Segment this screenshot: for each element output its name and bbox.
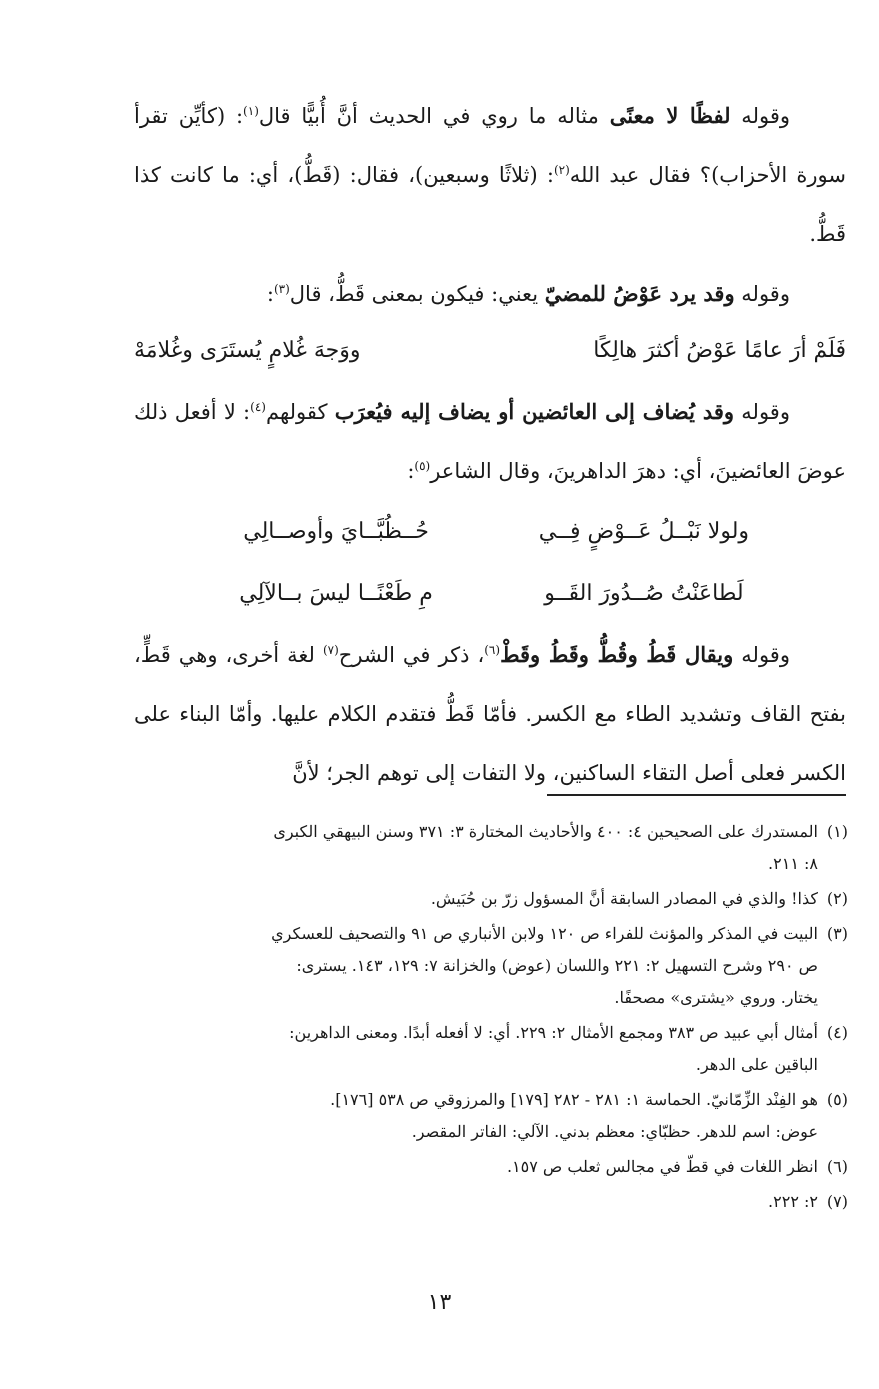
bold-lemma: وقد يرد عَوْضُ للمضيّ <box>544 281 735 306</box>
footnote-number: (٢) <box>826 889 848 908</box>
text-run: : <box>266 282 274 306</box>
text-run: وقوله <box>733 643 790 667</box>
footnote-line: البيت في المذكر والمؤنث للفراء ص ١٢٠ ولابن الأنباري ص ٩١ والتصحيف للعسكري <box>271 924 818 943</box>
footnote-line: كذا! والذي في المصادر السابقة أنَّ المسؤول زرّ بن حُبَيش. <box>430 889 818 908</box>
footnote-line: يختار. وروي «يشترى» مصحفًا. <box>614 988 818 1007</box>
text-run: ، ذكر في الشرح <box>338 643 485 667</box>
text-run: : (ثلاثًا وسبعين)، فقال: (قَطُّ)، أي: ما كانت كذا قَطُّ. <box>134 163 846 246</box>
footnote-ref: (٧) <box>322 643 339 657</box>
verse-hemistich-first: فَلَمْ أرَ عامًا عَوْضُ أكثرَ هالِكًا <box>593 338 846 363</box>
footnote-number: (٣) <box>826 924 848 943</box>
footnote-ref: (٦) <box>484 643 501 657</box>
text-run: وقوله <box>730 104 790 128</box>
bold-lemma: ويقال قَطُ وقُطُّ وقَطُ وقَطْ <box>500 642 734 667</box>
text-run: : <box>407 459 415 483</box>
footnote-2 <box>136 883 848 915</box>
footnote-line: انظر اللغات في قطّ في مجالس ثعلب ص ١٥٧. <box>506 1157 818 1176</box>
footnote-line: ص ٢٩٠ وشرح التسهيل ٢: ٢٢١ واللسان (عوض) والخزانة ٧: ١٢٩، ١٤٣. يسترى: <box>296 956 818 975</box>
verse-hemistich-first: لَطاعَنْتُ صُــدُورَ القَــو <box>544 581 744 606</box>
footnote-6 <box>136 1151 848 1183</box>
footnote-1 <box>136 816 848 880</box>
paragraph-3 <box>134 382 846 501</box>
footnote-ref: (٣) <box>273 282 290 296</box>
verse-line <box>194 501 786 563</box>
footnote-4 <box>136 1017 848 1081</box>
text-run: مثاله ما روي في الحديث أنَّ أُبيًّا قال <box>258 104 610 128</box>
footnote-number: (١) <box>826 822 848 841</box>
text-run: وقوله <box>734 282 790 306</box>
footnote-number: (٦) <box>826 1157 848 1176</box>
verse-line <box>194 563 786 625</box>
paragraph-1 <box>134 86 846 264</box>
footnote-line: عوض: اسم للدهر. حظبّاي: معظم بدني. الآلي: الفاتر المقصر. <box>411 1122 818 1141</box>
verse-hemistich-second: ووَجهَ غُلامٍ يُستَرَى وغُلامَهْ <box>134 338 361 363</box>
footnote-line: الباقين على الدهر. <box>695 1055 818 1074</box>
footnotes <box>136 816 848 1221</box>
footnote-line: هو الفِنْد الزِّمّانيّ. الحماسة ١: ٢٨١ - ٢٨٢ [١٧٩] والمرزوقي ص ٥٣٨ [١٧٦]. <box>330 1090 818 1109</box>
paragraph-2 <box>134 264 846 324</box>
text-run: يعني: فيكون بمعنى قَطُّ، قال <box>289 282 545 306</box>
footnote-ref: (٤) <box>250 400 266 414</box>
footnote-ref: (٢) <box>553 163 570 177</box>
page-number: ١٣ <box>427 1290 452 1315</box>
footnote-line: أمثال أبي عبيد ص ٣٨٣ ومجمع الأمثال ٢: ٢٢٩. أي: لا أفعله أبدًا. ومعنى الداهرين: <box>289 1023 818 1042</box>
footnote-7 <box>136 1186 848 1218</box>
footnote-line: ٢: ٢٢٢. <box>768 1192 818 1211</box>
verse-hemistich-second: مِ طَعْنًــا ليسَ بــالآلِي <box>239 581 433 606</box>
main-text <box>134 86 846 803</box>
footnote-ref: (١) <box>243 104 259 118</box>
footnote-ref: (٥) <box>414 459 431 473</box>
footnote-number: (٥) <box>826 1090 848 1109</box>
verse-line <box>134 320 846 382</box>
footnote-5 <box>136 1084 848 1148</box>
bold-lemma: لفظًا لا معنًى <box>609 103 731 128</box>
text-run: : لا أفعل ذلك عوضَ العائضينَ، أي: دهرَ الداهرينَ، وقال الشاعر <box>134 400 846 483</box>
bold-lemma: وقد يُضاف إلى العائضين أو يضاف إليه فيُعرَب <box>334 399 735 424</box>
text-run: : (كأيِّن تقرأ سورة الأحزاب)؟ فقال عبد الله <box>134 104 847 187</box>
verse-hemistich-first: ولولا نَبْــلُ عَــوْضٍ فِــي <box>538 519 750 544</box>
text-run: لغة أخرى، وهي قَطٍّ، بفتح القاف وتشديد الطاء مع الكسر. فأمّا قَطُّ فتقدم الكلام عليها. وأمّا البناء على الكسر فعلى أصل التقاء الساكنين، ولا التفات إلى توهم الجر؛ لأنَّ <box>134 643 846 785</box>
text-run: كقولهم <box>265 400 335 424</box>
footnote-number: (٤) <box>826 1023 848 1042</box>
footnote-3 <box>136 918 848 1014</box>
verse-block <box>194 501 786 625</box>
verse-hemistich-second: حُــظُبَّــايَ وأوصــالِي <box>243 519 429 544</box>
paragraph-4 <box>134 625 846 803</box>
footnote-separator <box>547 794 846 796</box>
footnote-number: (٧) <box>826 1192 848 1211</box>
footnote-line: ٨: ٢١١. <box>768 854 818 873</box>
text-run: وقوله <box>734 400 790 424</box>
footnote-line: المستدرك على الصحيحين ٤: ٤٠٠ والأحاديث المختارة ٣: ٣٧١ وسنن البيهقي الكبرى <box>273 822 818 841</box>
